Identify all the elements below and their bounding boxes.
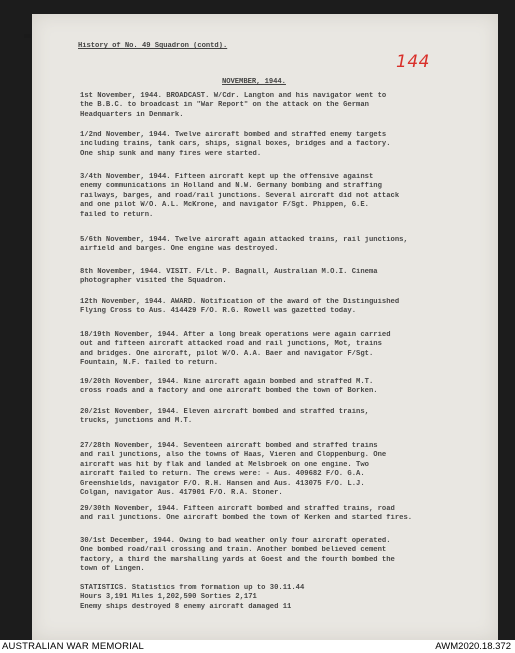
entry-line: Fountain, N.F. failed to return. <box>80 359 219 368</box>
entry-line: trucks, junctions and M.T. <box>80 417 193 426</box>
diary-entry <box>80 92 490 120</box>
entry-first-line: 27/28th November, 1944. Seventeen aircraft bombed and straffed trains <box>80 442 378 450</box>
entry-line: railways, barges, and road/rail junctions. Several aircraft did not attack <box>80 191 400 200</box>
diary-entry <box>80 131 490 159</box>
diary-entry <box>80 537 490 575</box>
document-heading: History of No. 49 Squadron (contd). <box>78 42 228 50</box>
footer-accession-number: AWM2020.18.372 <box>435 641 511 652</box>
entry-line: and bridges. One aircraft, pilot W/O. A.A. Baer and navigator F/Sgt. <box>80 349 374 358</box>
entry-first-line: 1st November, 1944. BROADCAST. W/Cdr. Langton and his navigator went to <box>80 92 387 100</box>
diary-entry <box>80 442 490 498</box>
entry-first-line: 29/30th November, 1944. Fifteen aircraft bombed and straffed trains, road <box>80 505 395 513</box>
entry-line: the B.B.C. to broadcast in "War Report" on the attack on the German <box>80 101 369 110</box>
entry-first-line: 3/4th November, 1944. Fifteen aircraft kept up the offensive against <box>80 173 374 181</box>
entry-line: aircraft was hit by flak and landed at Melsbroek on one engine. Two <box>80 460 369 469</box>
entry-line: and rail junctions. One aircraft bombed the town of Kerken and started fires. <box>80 514 413 523</box>
entry-line: photographer visited the Squadron. <box>80 277 227 286</box>
diary-entry <box>80 236 490 255</box>
entry-line: town of Lingen. <box>80 565 145 574</box>
entry-first-line: 20/21st November, 1944. Eleven aircraft bombed and straffed trains, <box>80 408 369 416</box>
entry-line: enemy communications in Holland and N.W. Germany bombing and straffing <box>80 182 382 191</box>
entry-first-line: 18/19th November, 1944. After a long break operations were again carried <box>80 331 391 339</box>
diary-entry <box>80 505 490 524</box>
entry-first-line: 8th November, 1944. VISIT. F/Lt. P. Bagnall, Australian M.O.I. Cinema <box>80 268 378 276</box>
entry-line: One ship sunk and many fires were started. <box>80 149 262 158</box>
entry-line: Enemy ships destroyed 8 enemy aircraft damaged 11 <box>80 602 292 611</box>
entry-first-line: 5/6th November, 1944. Twelve aircraft again attacked trains, rail junctions, <box>80 236 408 244</box>
entry-first-line: 30/1st December, 1944. Owing to bad weather only four aircraft operated. <box>80 537 391 545</box>
entry-first-line: 12th November, 1944. AWARD. Notification of the award of the Distinguished <box>80 298 400 306</box>
entry-line: Headquarters in Denmark. <box>80 110 184 119</box>
diary-entry <box>80 298 490 317</box>
entry-line: One bombed road/rail crossing and train. Another bombed believed cement <box>80 546 387 555</box>
entry-line: aircraft failed to return. The crews were: - Aus. 409682 F/O. G.A. <box>80 470 365 479</box>
month-title: NOVEMBER, 1944. <box>222 78 286 86</box>
document-paper <box>32 14 498 640</box>
footer-credit: AUSTRALIAN WAR MEMORIAL <box>2 641 145 652</box>
diary-entry <box>80 331 490 369</box>
entry-line: Hours 3,191 Miles 1,202,590 Sorties 2,171 <box>80 593 257 602</box>
diary-entry <box>80 408 490 427</box>
diary-entry <box>80 584 490 612</box>
entry-line: Greenshields, navigator F/O. R.H. Hansen and Aus. 413075 F/O. L.J. <box>80 479 365 488</box>
entry-line: airfield and barges. One engine was destroyed. <box>80 245 279 254</box>
entry-line: failed to return. <box>80 210 154 219</box>
entry-line: and one pilot W/O. A.L. McKrone, and navigator F/Sgt. Phippen, G.E. <box>80 201 369 210</box>
diary-entry <box>80 173 490 220</box>
page-reference-number: 144 <box>396 52 430 72</box>
entry-first-line: 19/20th November, 1944. Nine aircraft again bombed and straffed M.T. <box>80 378 374 386</box>
entry-line: including trains, tank cars, ships, signal boxes, bridges and a factory. <box>80 140 391 149</box>
entry-line: Colgan, navigator Aus. 417901 F/O. R.A. Stoner. <box>80 488 283 497</box>
entry-line: Flying Cross to Aus. 414429 F/O. R.G. Rowell was gazetted today. <box>80 307 357 316</box>
entry-first-line: 1/2nd November, 1944. Twelve aircraft bombed and straffed enemy targets <box>80 131 387 139</box>
punch-hole-mark <box>24 34 31 38</box>
footer-bar <box>0 640 515 653</box>
entry-line: and rail junctions, also the towns of Haas, Vieren and Cloppenburg. One <box>80 451 387 460</box>
entry-line: cross roads and a factory and one aircraft bombed the town of Borken. <box>80 387 378 396</box>
diary-entry <box>80 268 490 287</box>
entry-line: out and fifteen aircraft attacked road and rail junctions, Mot, trains <box>80 340 382 349</box>
diary-entry <box>80 378 490 397</box>
entry-line: factory, a third the marshalling yards at Goest and the fourth bombed the <box>80 555 395 564</box>
entry-first-line: STATISTICS. Statistics from formation up to 30.11.44 <box>80 584 305 592</box>
